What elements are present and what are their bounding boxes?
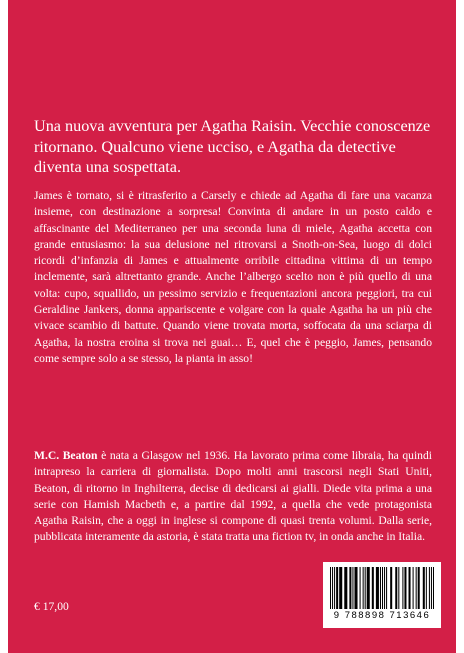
author-name: M.C. Beaton bbox=[34, 449, 98, 462]
barcode-bar bbox=[418, 567, 420, 609]
barcode-bar bbox=[367, 567, 370, 609]
barcode-bar bbox=[409, 567, 411, 609]
barcode-bar bbox=[416, 567, 417, 609]
isbn-number: 9 788898 713646 bbox=[333, 610, 431, 621]
barcode-bar bbox=[380, 567, 381, 609]
barcode-bar bbox=[423, 567, 425, 609]
barcode-bar bbox=[360, 567, 361, 609]
tagline: Una nuova avventura per Agatha Raisin. Vecchie conoscenze ritornano. Qualcuno viene ucciso, e Agatha da detective diventa una sospettata. bbox=[34, 117, 431, 176]
barcode-bar bbox=[349, 567, 351, 609]
barcode-bar bbox=[339, 567, 342, 609]
barcode-bar bbox=[376, 567, 379, 609]
barcode-bar bbox=[398, 567, 399, 609]
barcode-bar bbox=[382, 567, 383, 609]
price: € 17,00 bbox=[34, 600, 69, 613]
synopsis: James è tornato, si è ritrasferito a Carsely e chiede ad Agatha di fare una vacanza insieme, con destinazione a sorpresa! Convinta di andare in un posto caldo e affascinante del Mediterraneo per una seconda luna di miele, Agatha accetta con grande entusiasmo: la sua delusione nel ritrovarsi a Snoth-on-Sea, luogo di dolci ricordi d’infanzia di James e attualmente orribile cittadina vittima di un tempo inclemente, sarà altrettanto grande. Anche l’albergo scelto non è più quello di una volta: cupo, squallido, un pessimo servizio e frequentazioni ancora peggiori, tra cui Geraldine Jankers, donna appariscente e volgare con la quale Agatha ha un più che vivace scambio di battute. Quando viene trovata morta, soffocata da una sciarpa di Agatha, la nostra eroina si trova nei guai… E, quel che è peggio, James, pensando come sempre solo a se stesso, la pianta in asso! bbox=[34, 189, 432, 365]
barcode-bar bbox=[433, 567, 434, 609]
barcode-bar bbox=[365, 567, 366, 609]
barcode-bar bbox=[330, 567, 331, 609]
barcode-bar bbox=[336, 567, 338, 609]
barcode-bar bbox=[431, 567, 432, 609]
barcode-bar bbox=[404, 567, 406, 609]
back-cover bbox=[8, 0, 456, 653]
barcode-bar bbox=[426, 567, 427, 609]
barcode-bar bbox=[332, 567, 333, 609]
author-bio bbox=[34, 448, 432, 546]
barcode-bar bbox=[363, 567, 364, 609]
barcode bbox=[323, 562, 441, 628]
barcode-bar bbox=[372, 567, 374, 609]
barcode-bar bbox=[429, 567, 430, 609]
barcode-bar bbox=[344, 567, 347, 609]
barcode-bar bbox=[334, 567, 335, 609]
barcode-bar bbox=[354, 567, 357, 609]
author-bio-text: è nata a Glasgow nel 1936. Ha lavorato prima come libraia, ha quindi intrapreso la carriera di giornalista. Dopo molti anni trascorsi negli Stati Uniti, Beaton, di ritorno in Inghilterra, decise di dedicarsi ai gialli. Diede vita prima a una serie con Hamish Macbeth e, a partire dal 1992, a quella che vede protagonista Agatha Raisin, che a oggi in inglese si compone di quasi trenta volumi. Dalla serie, pubblicata interamente da astoria, è stata tratta una fiction tv, in onda anche in Italia. bbox=[34, 449, 432, 544]
barcode-bar bbox=[384, 567, 385, 609]
barcode-bar bbox=[402, 567, 403, 609]
barcode-bar bbox=[413, 567, 414, 609]
barcode-bars bbox=[329, 567, 435, 609]
barcode-bar bbox=[352, 567, 353, 609]
barcode-bar bbox=[395, 567, 397, 609]
barcode-bar bbox=[386, 567, 387, 609]
barcode-bar bbox=[390, 567, 392, 609]
